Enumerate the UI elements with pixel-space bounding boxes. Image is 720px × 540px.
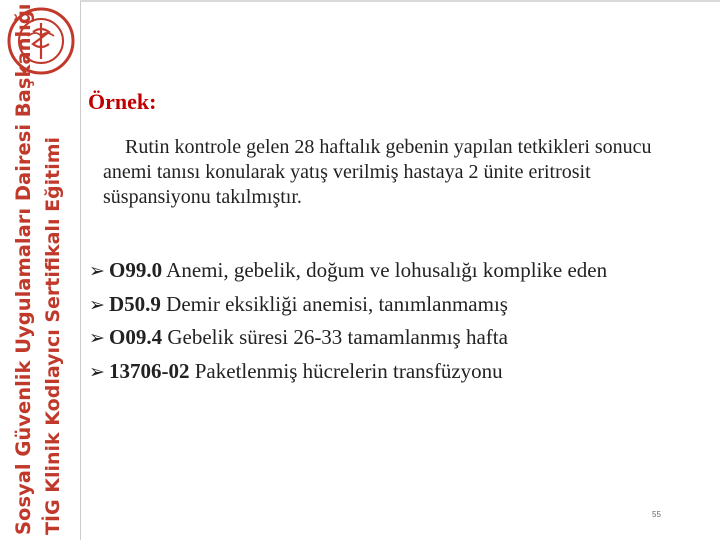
- sidebar: [0, 0, 82, 540]
- code-value: O99.0: [109, 258, 163, 282]
- code-value: D50.9: [109, 291, 161, 316]
- code-value: O09.4: [109, 325, 163, 349]
- top-border: [80, 0, 720, 2]
- arrow-bullet-icon: ➢: [89, 360, 105, 383]
- page-number: 55: [652, 510, 661, 519]
- sidebar-divider: [80, 0, 81, 540]
- code-description: Demir eksikliği anemisi, tanımlanmamış: [160, 291, 508, 316]
- code-value: 13706-02: [109, 358, 190, 383]
- slide-heading: Örnek:: [88, 89, 157, 114]
- arrow-bullet-icon: ➢: [89, 293, 105, 316]
- code-item: [89, 254, 607, 288]
- code-item: [89, 355, 607, 389]
- code-description: Gebelik süresi 26-33 tamamlanmış hafta: [162, 325, 508, 349]
- code-description: Paketlenmiş hücrelerin transfüzyonu: [189, 358, 503, 383]
- arrow-bullet-icon: ➢: [89, 260, 105, 282]
- sidebar-title-line1: Sosyal Güvenlik Uygulamaları Dairesi Başkanlığı: [12, 3, 35, 535]
- code-list: [89, 254, 607, 388]
- code-item: [89, 321, 607, 355]
- code-item: [89, 288, 607, 322]
- case-paragraph: Rutin kontrole gelen 28 haftalık gebenin yapılan tetkikleri sonucu anemi tanısı konularak yatış verilmiş hastaya 2 ünite eritrosit süspansiyonu takılmıştır.: [103, 136, 652, 208]
- code-description: Anemi, gebelik, doğum ve lohusalığı komplike eden: [162, 258, 608, 282]
- arrow-bullet-icon: ➢: [89, 327, 105, 349]
- sidebar-title-line2: TİG Klinik Kodlayıcı Sertifikalı Eğitimi: [42, 136, 64, 535]
